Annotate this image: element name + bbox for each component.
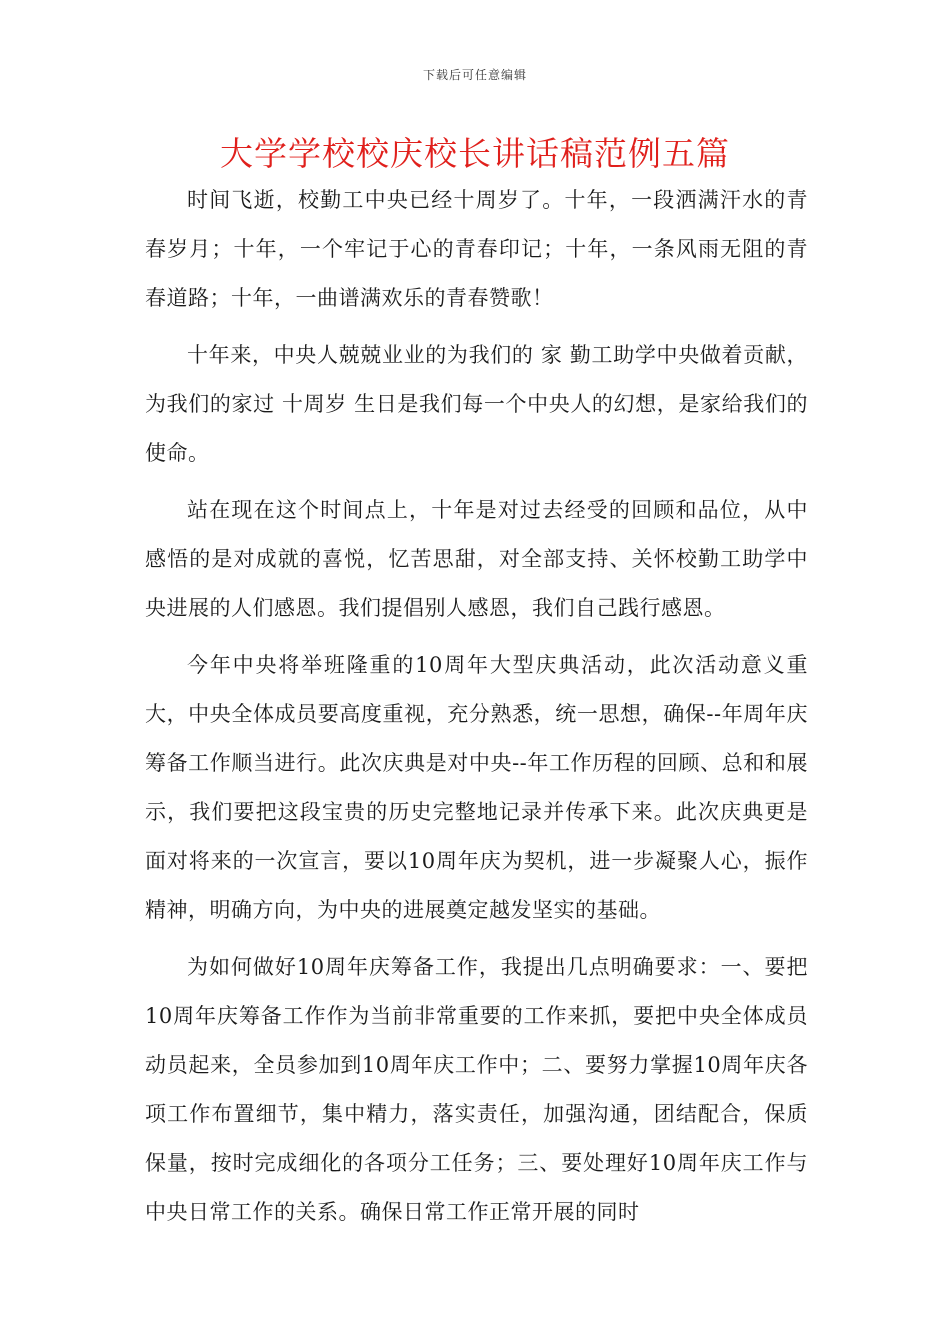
paragraph-2: 十年来，中央人兢兢业业的为我们的 家 勤工助学中央做着贡献，为我们的家过 十周岁 生日是我们每一个中央人的幻想，是家给我们的使命。 [145,343,808,465]
document-body [145,176,808,1245]
paragraph-1: 时间飞逝，校勤工中央已经十周岁了。十年，一段洒满汗水的青春岁月；十年，一个牢记于心的青春印记；十年，一条风雨无阻的青春道路；十年，一曲谱满欢乐的青春赞歌！ [145,188,808,310]
paragraph-3: 站在现在这个时间点上，十年是对过去经受的回顾和品位，从中感悟的是对成就的喜悦，忆苦思甜，对全部支持、关怀校勤工助学中央进展的人们感恩。我们提倡别人感恩，我们自己践行感恩。 [145,498,808,620]
paragraph-4: 今年中央将举班隆重的10周年大型庆典活动，此次活动意义重大，中央全体成员要高度重视，充分熟悉，统一思想，确保--年周年庆筹备工作顺当进行。此次庆典是对中央--年工作历程的回顾、总和和展示，我们要把这段宝贵的历史完整地记录并传承下来。此次庆典更是面对将来的一次宣言，要以10周年庆为契机，进一步凝聚人心，振作精神，明确方向，为中央的进展奠定越发坚实的基础。 [145,653,808,922]
document-title: 大学学校校庆校长讲话稿范例五篇 [220,134,730,173]
paragraph-5: 为如何做好10周年庆筹备工作，我提出几点明确要求：一、要把10周年庆筹备工作作为当前非常重要的工作来抓，要把中央全体成员动员起来，全员参加到10周年庆工作中；二、要努力掌握10周年庆各项工作布置细节，集中精力，落实责任，加强沟通，团结配合，保质保量，按时完成细化的各项分工任务；三、要处理好10周年庆工作与中央日常工作的关系。确保日常工作正常开展的同时 [145,955,808,1224]
header-note: 下载后可任意编辑 [422,68,527,82]
